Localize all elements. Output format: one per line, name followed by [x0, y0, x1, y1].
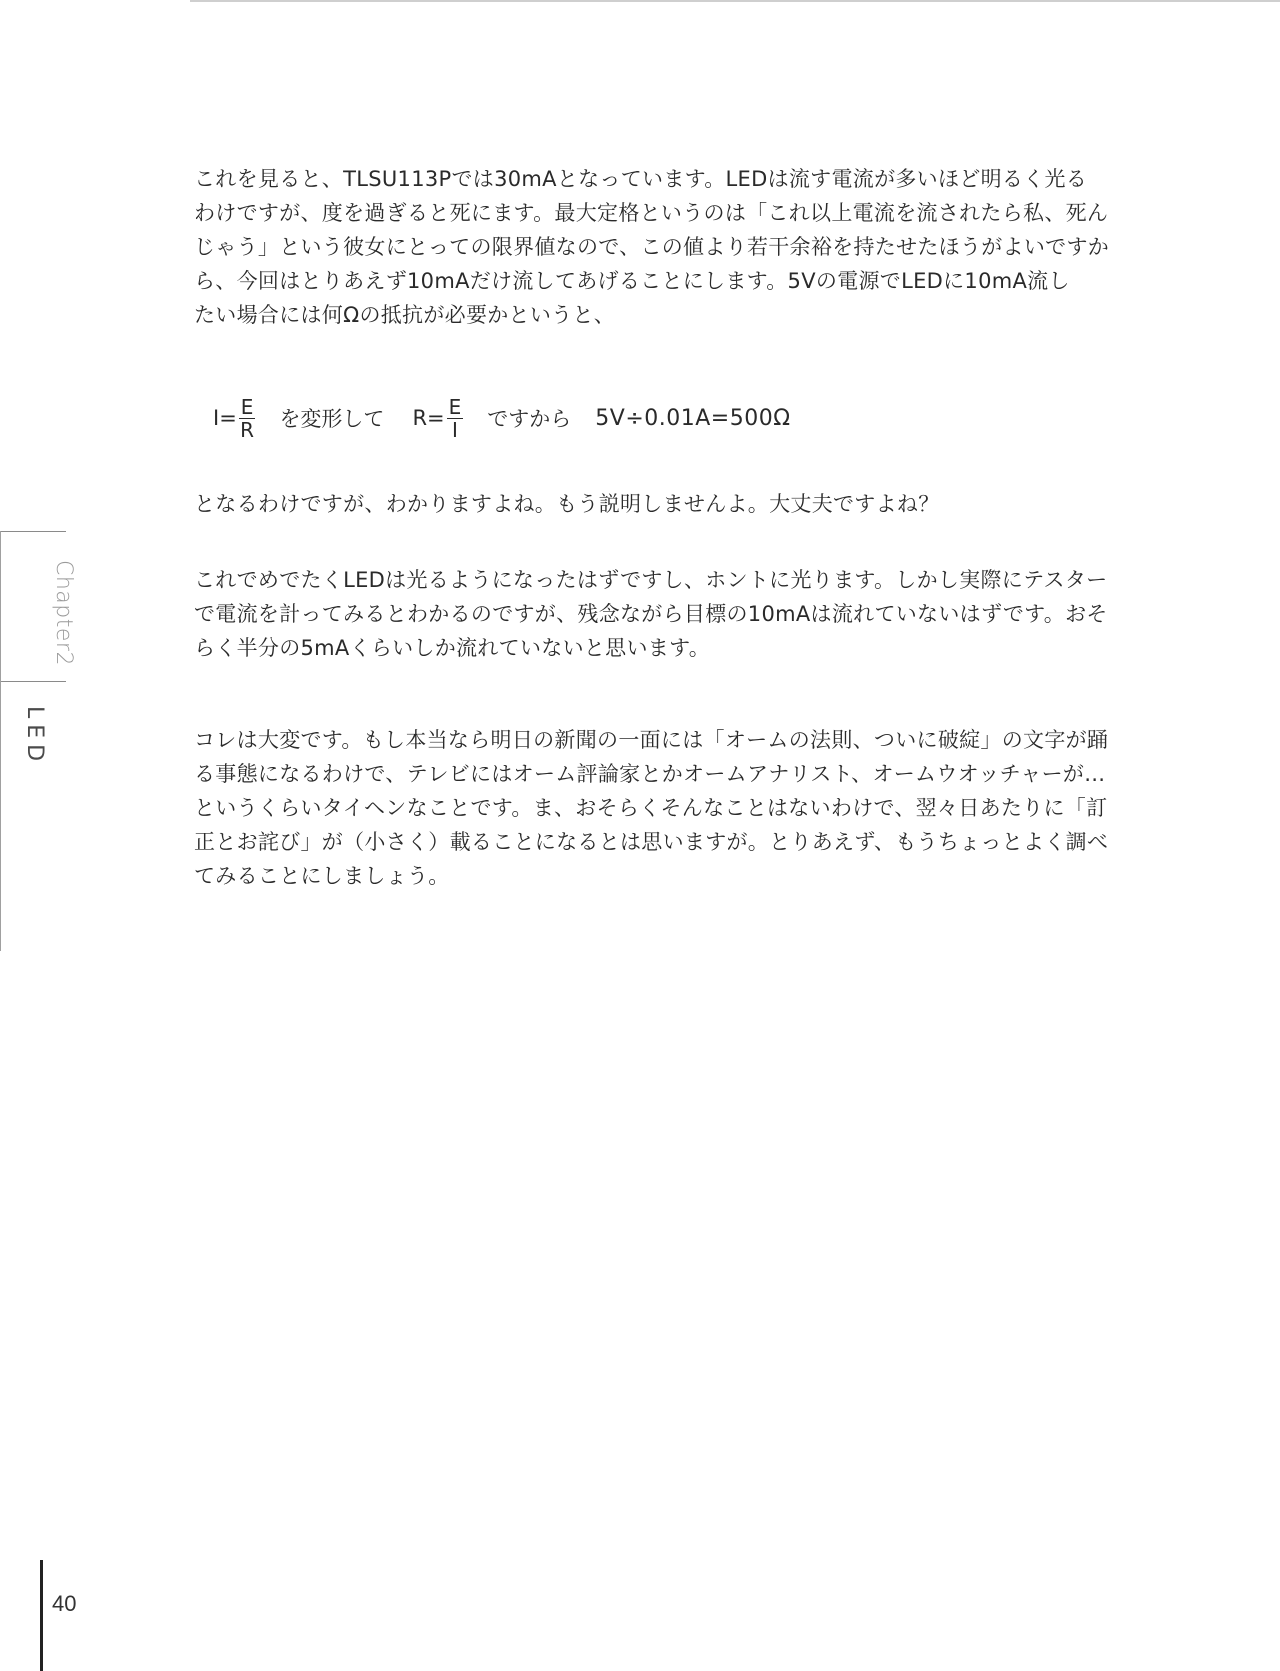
formula-therefore-text: ですから — [487, 407, 572, 431]
text-line: コレは大変です。もし本当なら明日の新聞の一面には「オームの法則、ついに破綻」の文字が踊 — [194, 728, 1109, 752]
formula-transform-text: を変形して — [279, 407, 385, 431]
text-line: たい場合には何Ωの抵抗が必要かというと、 — [194, 303, 616, 327]
text-line: ら、今回はとりあえず10mAだけ流してあげることにします。5Vの電源でLEDに10mA流し — [194, 269, 1070, 293]
text-line: これでめでたくLEDは光るようになったはずですし、ホントに光ります。しかし実際にテスター — [194, 568, 1108, 592]
page-number: 40 — [52, 1591, 77, 1616]
chapter-label: Chapter2 — [51, 560, 76, 666]
text-line: わけですが、度を過ぎると死にます。最大定格というのは「これ以上電流を流されたら私、死ん — [194, 201, 1109, 225]
side-tab-edge — [0, 531, 1, 681]
body-paragraph-3 — [194, 563, 1134, 665]
formula-r-lhs: R= — [412, 406, 445, 430]
text-line: というくらいタイヘンなことです。ま、おそらくそんなことはないわけで、翌々日あたりに「訂 — [194, 796, 1108, 820]
text-line: る事態になるわけで、テレビにはオーム評論家とかオームアナリスト、オームウオッチャーが… — [194, 762, 1106, 786]
fraction-numerator: E — [448, 394, 462, 419]
text-line: てみることにしましょう。 — [194, 864, 450, 888]
text-line: らく半分の5mAくらいしか流れていないと思います。 — [194, 636, 711, 660]
formula-ohm-lhs: I= — [213, 406, 237, 430]
body-paragraph-4 — [194, 723, 1134, 893]
ohms-law-formula — [213, 390, 791, 446]
text-line: じゃう」という彼女にとっての限界値なので、この値より若干余裕を持たせたほうがよいですか — [194, 235, 1110, 259]
formula-fraction-e-over-i — [447, 394, 464, 442]
body-paragraph-2 — [194, 487, 1134, 521]
side-tab-top-rule — [0, 531, 66, 532]
text-line: これを見ると、TLSU113Pでは30mAとなっています。LEDは流す電流が多いほど明るく光る — [194, 167, 1088, 191]
fraction-denominator: I — [451, 417, 458, 442]
top-rule — [190, 0, 1280, 2]
page-number-bar — [40, 1560, 43, 1671]
side-tab-divider — [0, 681, 66, 682]
section-label: LED — [22, 706, 47, 768]
fraction-denominator: R — [240, 417, 255, 442]
text-line: 正とお詫び」が（小さく）載ることになるとは思いますが。とりあえず、もうちょっとよく調べ — [194, 830, 1109, 854]
formula-fraction-e-over-r — [239, 394, 256, 442]
fraction-numerator: E — [240, 394, 254, 419]
text-line: で電流を計ってみるとわかるのですが、残念ながら目標の10mAは流れていないはずです。おそ — [194, 602, 1108, 626]
body-paragraph-1 — [194, 162, 1134, 332]
text-line: となるわけですが、わかりますよね。もう説明しませんよ。大丈夫ですよね？ — [194, 492, 940, 516]
side-tab-edge-lower — [0, 681, 1, 951]
formula-result: 5V÷0.01A=500Ω — [595, 405, 791, 431]
